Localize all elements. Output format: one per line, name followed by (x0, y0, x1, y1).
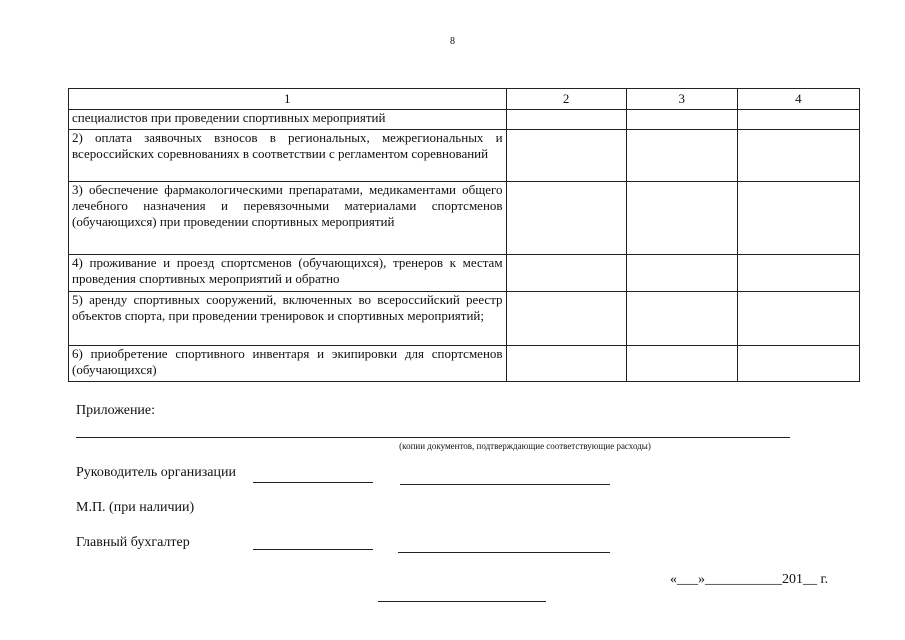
head-of-organization-label: Руководитель организации (76, 465, 236, 480)
table-cell[interactable] (626, 346, 737, 382)
table-cell[interactable] (737, 130, 859, 182)
head-signature-line[interactable] (253, 482, 373, 483)
expense-description: 2) оплата заявочных взносов в региональных, межрегиональных и всероссийских соревнованиях в соответствии с регламентом соревнований (69, 130, 507, 182)
table-row (69, 292, 860, 346)
date-close-quote: » (698, 572, 705, 587)
date-month-blank[interactable]: ___________ (705, 572, 782, 587)
table-header-row (69, 89, 860, 110)
table-cell[interactable] (506, 182, 626, 255)
table-cell[interactable] (506, 255, 626, 292)
head-name-line[interactable] (400, 484, 610, 485)
expense-description: 6) приобретение спортивного инвентаря и экипировки для спортсменов (обучающихся) (69, 346, 507, 382)
table-cell[interactable] (737, 110, 859, 130)
date-year-suffix: г. (817, 572, 829, 587)
expenses-table (68, 88, 860, 382)
expense-description: специалистов при проведении спортивных мероприятий (69, 110, 507, 130)
expense-description: 5) аренду спортивных сооружений, включенных во всероссийский реестр объектов спорта, при проведении тренировок и спортивных мероприятий; (69, 292, 507, 346)
table-cell[interactable] (506, 110, 626, 130)
table-row (69, 182, 860, 255)
date-year-prefix: 201 (782, 572, 803, 587)
appendix-line[interactable] (76, 437, 790, 438)
table-cell[interactable] (737, 255, 859, 292)
column-header-2: 2 (506, 89, 626, 110)
page-number: 8 (450, 36, 455, 47)
table-cell[interactable] (626, 182, 737, 255)
accountant-signature-line[interactable] (253, 549, 373, 550)
accountant-name-line[interactable] (398, 552, 610, 553)
chief-accountant-label: Главный бухгалтер (76, 535, 190, 550)
table-cell[interactable] (506, 292, 626, 346)
date-day-blank[interactable]: ___ (677, 572, 698, 587)
column-header-1: 1 (69, 89, 507, 110)
table-cell[interactable] (626, 255, 737, 292)
date-field[interactable] (670, 572, 828, 588)
table-cell[interactable] (506, 346, 626, 382)
table-row (69, 346, 860, 382)
table-cell[interactable] (506, 130, 626, 182)
table-cell[interactable] (626, 110, 737, 130)
table-row (69, 255, 860, 292)
column-header-4: 4 (737, 89, 859, 110)
table-cell[interactable] (626, 292, 737, 346)
table-row (69, 130, 860, 182)
appendix-caption: (копии документов, подтверждающие соответствующие расходы) (399, 441, 651, 451)
table-cell[interactable] (737, 346, 859, 382)
date-open-quote: « (670, 572, 677, 587)
table-cell[interactable] (626, 130, 737, 182)
table-row (69, 110, 860, 130)
table-cell[interactable] (737, 292, 859, 346)
column-header-3: 3 (626, 89, 737, 110)
table-cell[interactable] (737, 182, 859, 255)
date-year-blank[interactable]: __ (803, 572, 817, 587)
stamp-label: М.П. (при наличии) (76, 500, 195, 515)
appendix-label: Приложение: (76, 403, 156, 418)
bottom-signature-line[interactable] (378, 601, 546, 602)
expense-description: 3) обеспечение фармакологическими препаратами, медикаментами общего лечебного назначения и перевязочными материалами спортсменов (обучающихся) при проведении спортивных мероприятий (69, 182, 507, 255)
expense-description: 4) проживание и проезд спортсменов (обучающихся), тренеров к местам проведения спортивных мероприятий и обратно (69, 255, 507, 292)
